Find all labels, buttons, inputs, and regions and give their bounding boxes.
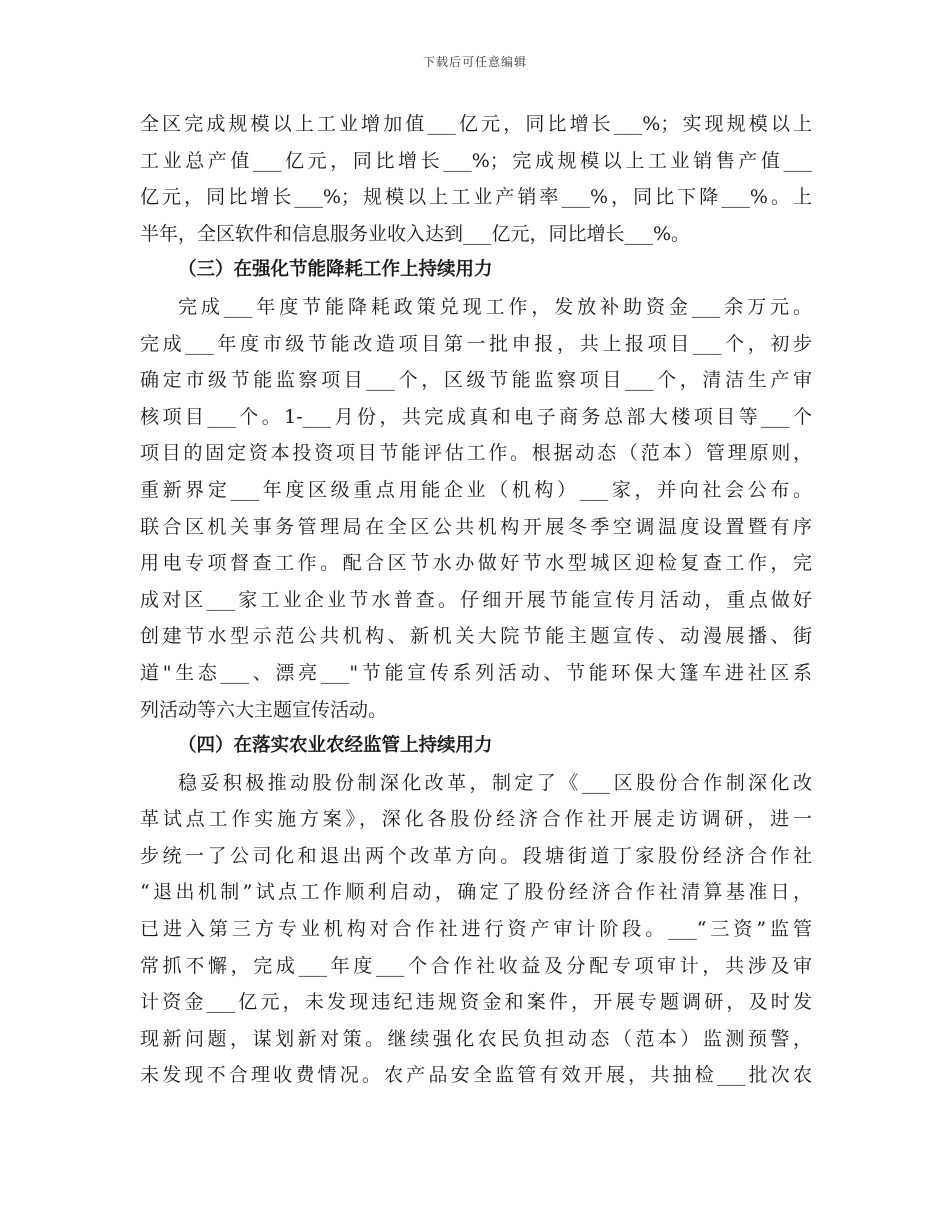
text-line: 全区完成规模以上工业增加值___亿元，同比增长___%；实现规模以上 — [140, 113, 812, 135]
text-line: 成对区___家工业企业节水普查。仔细开展节能宣传月活动，重点做好 — [140, 588, 812, 611]
document-body — [140, 106, 812, 1094]
text-line: 亿元，同比增长___%；规模以上工业产销率___%，同比下降___%。上 — [140, 186, 812, 209]
text-line: 完成___年度市级节能改造项目第一批申报，共上报项目___个，初步 — [140, 332, 812, 355]
text-line: 创建节水型示范公共机构、新机关大院节能主题宣传、动漫展播、街 — [140, 625, 812, 648]
text-line: 确定市级节能监察项目___个，区级节能监察项目___个，清洁生产审 — [140, 369, 812, 392]
text-line: “退出机制”试点工作顺利启动，确定了股份经济合作社清算基准日， — [140, 881, 812, 904]
text-line: 未发现不合理收费情况。农产品安全监管有效开展，共抽检___批次农 — [140, 1064, 812, 1087]
text-line: 稳妥积极推动股份制深化改革，制定了《___区股份合作制深化改 — [178, 771, 812, 794]
text-line: 革试点工作实施方案》，深化各股份经济合作社开展走访调研，进一 — [140, 808, 812, 831]
text-line: 项目的固定资本投资项目节能评估工作。根据动态（范本）管理原则， — [140, 442, 812, 465]
text-line: 常抓不懈，完成___年度___个合作社收益及分配专项审计，共涉及审 — [140, 954, 812, 977]
text-line: 用电专项督查工作。配合区节水办做好节水型城区迎检复查工作，完 — [140, 552, 812, 575]
text-line: 道"生态___、漂亮___"节能宣传系列活动、节能环保大篷车进社区系 — [140, 661, 812, 684]
text-line: 核项目___个。1-___月份，共完成真和电子商务总部大楼项目等___个 — [140, 405, 812, 428]
text-line: 列活动等六大主题宣传活动。 — [140, 698, 388, 721]
section-heading: （四）在落实农业农经监管上持续用力 — [178, 735, 493, 757]
text-line: 步统一了公司化和退出两个改革方向。段塘街道丁家股份经济合作社 — [140, 844, 812, 867]
text-line: 半年，全区软件和信息服务业收入达到___亿元，同比增长___%。 — [140, 222, 691, 245]
text-line: 已进入第三方专业机构对合作社进行资产审计阶段。___“三资”监管 — [140, 918, 812, 941]
text-line: 重新界定___年度区级重点用能企业（机构）___家，并向社会公布。 — [140, 478, 812, 501]
text-line: 完成___年度节能降耗政策兑现工作，发放补助资金___余万元。 — [178, 295, 812, 318]
page-header: 下载后可任意编辑 — [422, 55, 527, 69]
text-line: 计资金___亿元，未发现违纪违规资金和案件，开展专题调研，及时发 — [140, 991, 812, 1014]
section-heading: （三）在强化节能降耗工作上持续用力 — [178, 259, 493, 281]
text-line: 工业总产值___亿元，同比增长___%；完成规模以上工业销售产值___ — [140, 149, 812, 172]
text-line: 联合区机关事务管理局在全区公共机构开展冬季空调温度设置暨有序 — [140, 515, 812, 538]
text-line: 现新问题，谋划新对策。继续强化农民负担动态（范本）监测预警， — [140, 1027, 812, 1050]
